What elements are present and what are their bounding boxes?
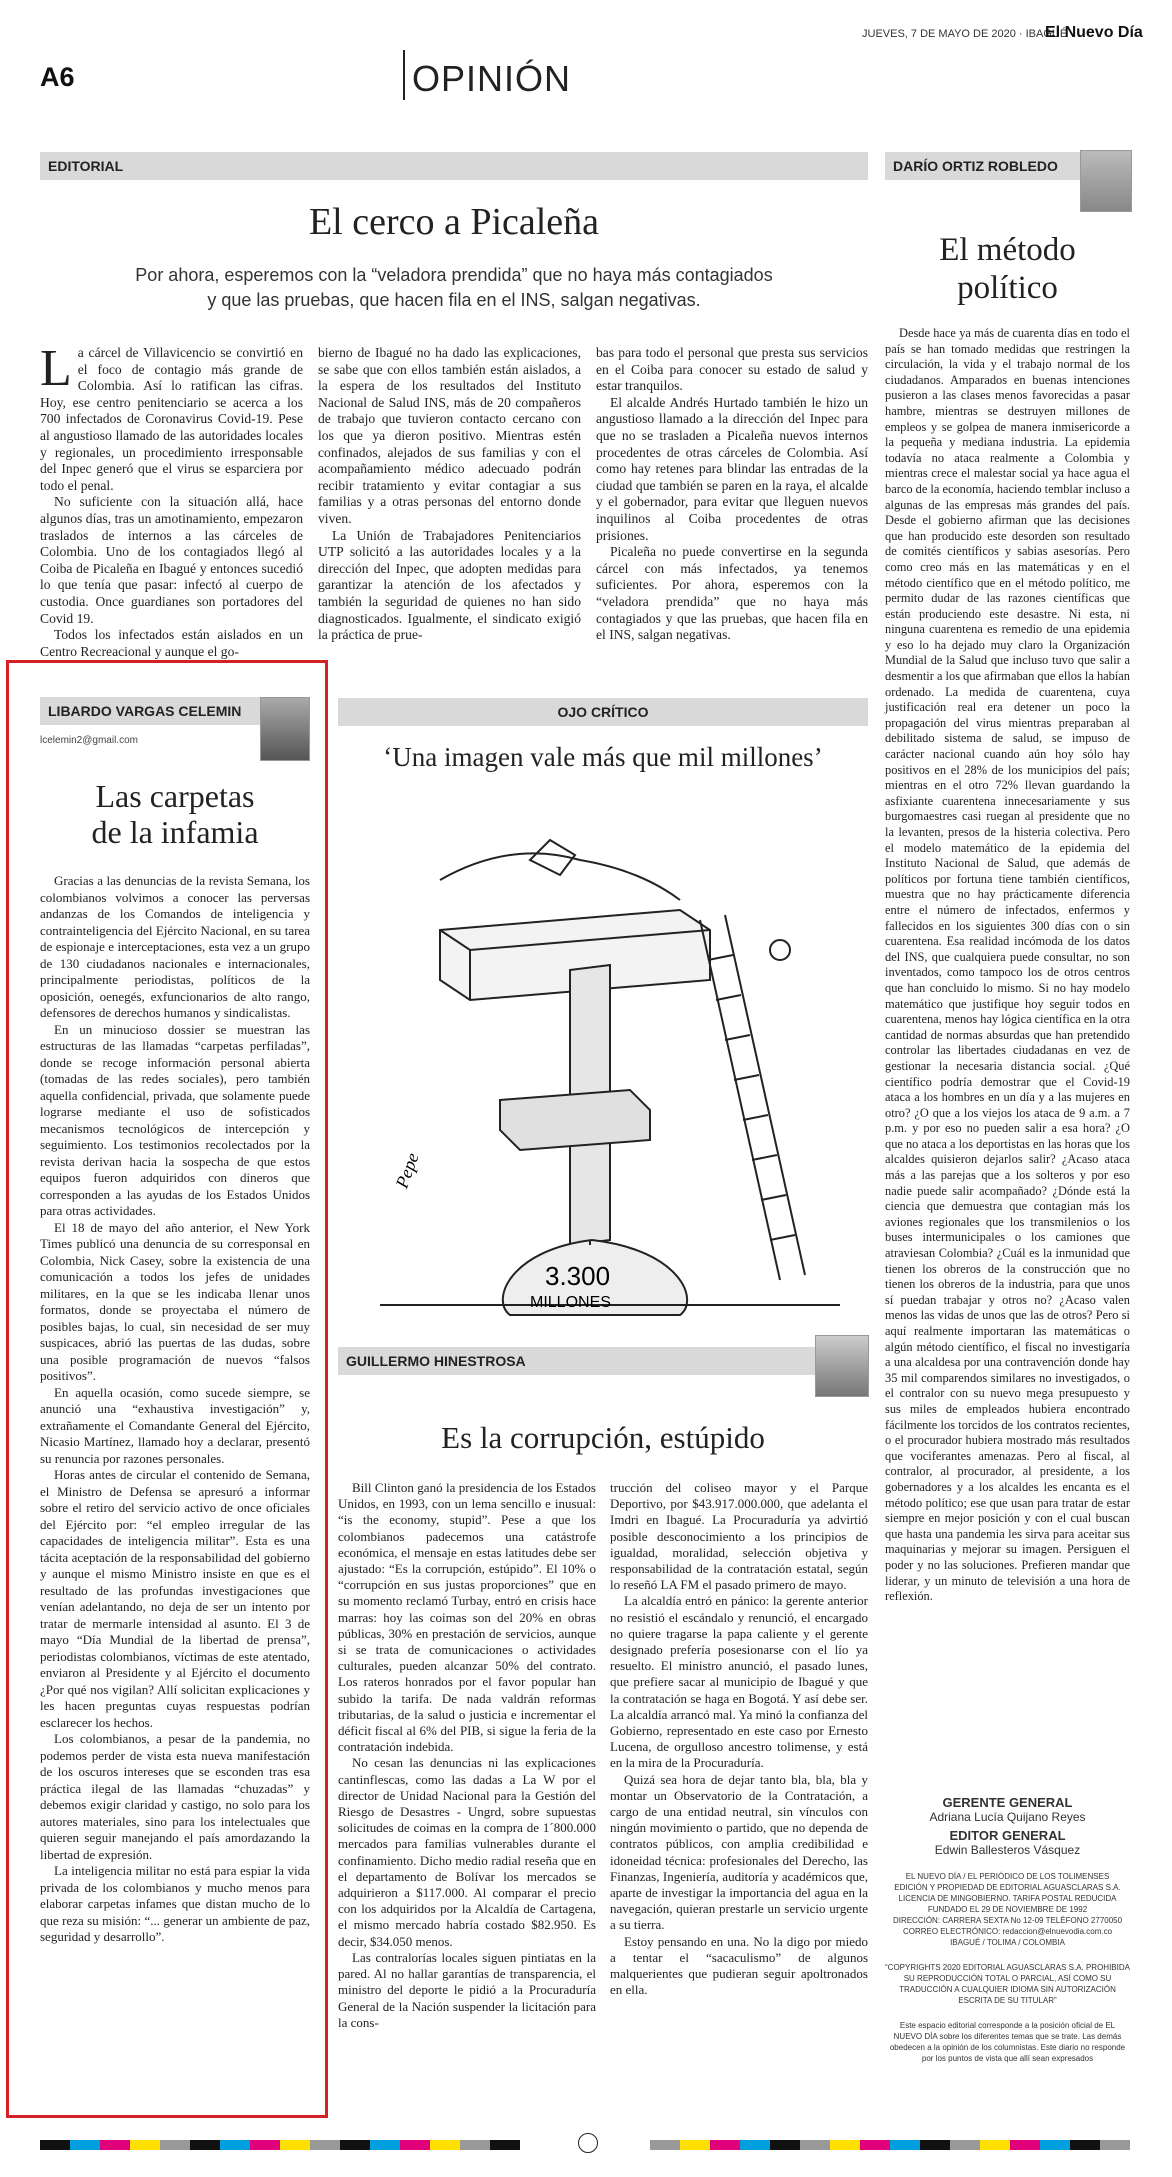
hinestrosa-author: GUILLERMO HINESTROSA	[346, 1353, 526, 1369]
editor-name: Edwin Ballesteros Vásquez	[934, 1843, 1081, 1857]
ortiz-title-2: político	[957, 270, 1058, 306]
editorial-column-3	[596, 345, 868, 644]
editorial-subtitle-1: Por ahora, esperemos con la “veladora prendida” que no haya más contagiados	[135, 265, 773, 285]
paragraph: bierno de Ibagué no ha dado las explicaciones, se sabe que con ellos también están aislados, a la espera de los resultados del Instituto Nacional de Salud INS, más de 20 compañeros de trabajo que tuvieron contacto cercano con los que ya dieron positivo. Mientras estén confinados, alejados de sus familias y con el acompañamiento médico adecuado podrán recibir tratamiento y evitar contagiar a sus familias y a otras personas del entorno donde viven.	[318, 345, 581, 526]
staff-info-line: DIRECCIÓN: CARRERA SEXTA No 12-09 TELÉFONO 2770050	[892, 1916, 1123, 1925]
hinestrosa-avatar	[815, 1335, 869, 1397]
paragraph: Las contralorías locales siguen pintiatas en la pared. Al no hallar garantías de transparencia, el ministro del deporte le pidió a la Procuraduría General de la Nación suspender la licitación para la cons-	[338, 1949, 596, 2030]
ortiz-avatar	[1080, 150, 1132, 212]
paragraph: En aquella ocasión, como sucede siempre, se anunció una “exhaustiva investigación” y, extrañamente el Comandante General del Ejército, Nicasio Martínez, llamado hoy a declarar, presentó su renuncia por razones personales.	[40, 1384, 310, 1466]
registration-mark	[578, 2133, 598, 2153]
disclaimer: Este espacio editorial corresponde a la posición oficial de EL NUEVO DÍA sobre los diferentes temas que se trate. Las demás obedecen a la opinión de los columnistas. Este diario no responde por los puntos de vista que allí sean expresados	[889, 2021, 1126, 2063]
bag-label: MILLONES	[530, 1294, 611, 1311]
paragraph: El alcalde Andrés Hurtado también le hizo un angustioso llamado a la dirección del Inpec para que no se trasladen a Picaleña nuevos internos procedentes de otras cárceles de Colombia. Así como hay retenes para blindar las entradas de la ciudad que también se paren en la raya, el alcalde y el gobernador, para evitar que lleguen nuevos inquilinos al Coiba procedentes de otras prisiones.	[596, 394, 868, 543]
vargas-author: LIBARDO VARGAS CELEMIN	[48, 703, 242, 719]
editor-label: EDITOR GENERAL	[949, 1828, 1066, 1843]
section-title: OPINIÓN	[412, 58, 572, 99]
ojo-band	[338, 698, 868, 726]
print-color-bar-right	[650, 2140, 1130, 2150]
ortiz-body	[885, 326, 1130, 1605]
print-color-bar-left	[40, 2140, 520, 2150]
hinestrosa-column-2	[610, 1480, 868, 1999]
brand-logo: El Nuevo Día	[1045, 24, 1143, 41]
staff-info-line: IBAGUÉ / TOLIMA / COLOMBIA	[950, 1938, 1065, 1947]
staff-info-line: LICENCIA DE MINGOBIERNO. TARIFA POSTAL REDUCIDA	[898, 1894, 1117, 1903]
paragraph: Horas antes de circular el contenido de Semana, el Ministro de Defensa se apresuró a informar sobre el retiro del servicio activo de once oficiales del Ejército por: “el empleo irregular de las capacidades de inteligencia militar”. Esta es una tácita aceptación de la responsabilidad del gobierno y aunque el mismo Ministro insiste en que es el resultado de las profundas investigaciones que venían adelantando, no deja de ser un intento por tratar de mermarle intensidad al asunto. El 3 de mayo “Día Mundial de la libertad de prensa”, periodistas colombianos, víctimas de este atentado, enviaron al Presidente y al Ejército el documento ¿Por qué nos vigilan? Allí solicitan explicaciones y les hacen preguntas cuyas respuestas podrían esclarecer los hechos.	[40, 1467, 310, 1730]
paragraph: El 18 de mayo del año anterior, el New York Times publicó una denuncia de su corresponsal en Colombia, Nick Casey, sobre la existencia de una comunicación a todos los jefes de unidades militares, en la que se les indicaba llenar unos formatos, donde se proyectaba el número de posibles bajas, lo cual, sin necesidad de ser muy suspicaces, abrió las puertas de las dudas, sobre una posible programación de nuevos “falsos positivos”.	[40, 1219, 310, 1383]
cartoon	[380, 800, 840, 1330]
editorial-column-2	[318, 345, 581, 644]
editorial-title: El cerco a Picaleña	[308, 201, 600, 243]
vargas-title-2: de la infamia	[91, 814, 259, 850]
section-divider	[403, 50, 405, 100]
paragraph: Estoy pensando en una. No la digo por miedo a tentar el “sacaculismo” de algunos malquerientes que pudieran seguir apoltronados en ella.	[610, 1933, 868, 1998]
paragraph: Gracias a las denuncias de la revista Semana, los colombianos volvimos a conocer las perversas andanzas de los Comandos de inteligencia y contrainteligencia del Ejército Nacional, en su tarea de espionaje e interceptaciones, esta vez a un grupo de 130 ciudadanos nacionales e internacionales, principalmente periodistas, políticos de la oposición, oenegés, exfuncionarios de alto rango, defensores de derechos humanos y sindicalistas.	[40, 873, 310, 1020]
paragraph: En un minucioso dossier se muestran las estructuras de las llamadas “carpetas perfiladas”, donde se recoge información personal abierta (tomadas de las redes sociales), pero también aquella confidencial, privada, que solamente puede lograrse mediante el uso de sofisticados mecanismos tecnológicos de intercepción y seguimiento. Los testimonios recolectados por la revista derivan hacia la sospecha de que estos equipos fueron adquiridos con dineros que corresponden a las ayudas de los Estados Unidos para otras actividades.	[40, 1021, 310, 1218]
editorial-label: EDITORIAL	[48, 158, 124, 174]
staff-info-line: CORREO ELECTRÓNICO: redaccion@elnuevodia.com.co	[902, 1927, 1113, 1936]
staff-info-line: EDICIÓN Y PROPIEDAD DE EDITORIAL AGUASCLARAS S.A.	[894, 1883, 1121, 1892]
vargas-body	[40, 873, 310, 1946]
editorial-band	[40, 152, 868, 180]
paragraph: bas para todo el personal que presta sus servicios en el Coiba para conocer su estado de salud y estar tranquilos.	[596, 345, 868, 394]
staff-info-line: FUNDADO EL 29 DE NOVIEMBRE DE 1992	[927, 1905, 1088, 1914]
vargas-email: lcelemin2@gmail.com	[40, 735, 138, 746]
copyright: “COPYRIGHTS 2020 EDITORIAL AGUASCLARAS S.A. PROHIBIDA SU REPRODUCCIÓN TOTAL O PARCIAL, ASÍ COMO SU TRADUCCIÓN A CUALQUIER IDIOMA SIN AUTORIZACIÓN ESCRITA DE SU TITULAR”	[885, 1963, 1130, 2005]
gerente-label: GERENTE GENERAL	[942, 1795, 1073, 1810]
cartoon-signature: Pepe	[391, 1150, 423, 1191]
drop-cap: L	[40, 340, 72, 397]
editorial-column-1	[40, 340, 303, 660]
ojo-title: ‘Una imagen vale más que mil millones’	[383, 742, 823, 772]
paragraph: La inteligencia militar no está para espiar la vida privada de los colombianos y mucho menos para elaborar carpetas infames que distan mucho de lo que reza su misión: “... generar un ambiente de paz, seguridad y desarrollo”.	[40, 1863, 310, 1944]
paragraph: Los colombianos, a pesar de la pandemia, no podemos perder de vista esta nueva manifestación de los oscuros intereses que se esconden tras esa práctica ilegal de las llamadas “chuzadas” y debemos exigir claridad y castigo, no solo para los autores materiales, sino para los intelectuales que quieren seguir manejando el país amordazando la libertad de expresión.	[40, 1731, 310, 1862]
ortiz-author: DARÍO ORTIZ ROBLEDO	[893, 158, 1058, 174]
hinestrosa-column-1	[338, 1480, 596, 2031]
paragraph: Picaleña no puede convertirse en la segunda cárcel con más infectados, ya tenemos suficientes. Por ahora, esperemos con la “veladora prendida” que no haya más contagiados y que las pruebas, que hacen fila en el INS, salgan negativas.	[596, 544, 868, 643]
paragraph: Bill Clinton ganó la presidencia de los Estados Unidos, en 1993, con un lema sencillo e inusual: “is the economy, stupid”. Pese a que los colombianos padecemos una catástrofe económica, el mensaje en estas latitudes debe ser ajustado: “Es la corrupción, estúpido”. El 10% o “corrupción en sus justas proporciones” que en su momento reclamó Turbay, entró en crisis hace marras: hoy las coimas son del 20% en obras públicas, 30% en prestación de servicios, aunque si se trata de comunicaciones o actividades culturales, pueden alcanzar 50% del contrato. Los rateros honrados por el favor popular han subido la tarifa. De nada valdrán reformas tributarias, de la salud o justicia e incrementar el déficit fiscal al 6% del PIB, si sigue la feria de la contratación indebida.	[338, 1480, 596, 1755]
editorial-subtitle-2: y que las pruebas, que hacen fila en el INS, salgan negativas.	[207, 290, 701, 310]
header-date: JUEVES, 7 DE MAYO DE 2020 · IBAGUÉ	[862, 28, 1068, 40]
paragraph: a cárcel de Villavicencio se convirtió en el foco de contagio más grande de Colombia. Así lo ratifican las cifras. Hoy, ese centro penitenciario se acerca a los 700 infectados de Coronavirus Covid-19. Pese al angustioso llamado de las autoridades locales y regionales, un procedimiento irresponsable del Inpec generó que el virus se esparciera por todo el penal.	[40, 345, 303, 493]
ortiz-title-1: El método	[939, 232, 1076, 268]
gerente-name: Adriana Lucía Quijano Reyes	[929, 1810, 1086, 1824]
vargas-title-1: Las carpetas	[95, 778, 255, 814]
vargas-avatar	[260, 697, 310, 761]
paragraph: La Unión de Trabajadores Penitenciarios UTP solicitó a las autoridades locales y a la dirección del Inpec, que adopten medidas para garantizar la atención de los afectados y también la seguridad de quienes no han sido diagnosticados. Igualmente, el sindicato exigió la práctica de prue-	[318, 527, 581, 643]
page-number: A6	[40, 62, 75, 92]
paragraph: No cesan las denuncias ni las explicaciones cantinflescas, como las dadas a La W por el director de Unidad Nacional para la Gestión del Riesgo de Desastres - Ungrd, sobre supuestas solicitudes de coimas en la compra de 1´800.000 mercados para familias vulnerables durante el confinamiento. Dicho medio radial reseña que en el departamento de Bolívar los mercados se adquirieron a $117.000. Al comparar el precio con los adquiridos por la Alcaldía de Cartagena, el mismo mercado habría costado $82.950. Es decir, $34.050 menos.	[338, 1755, 596, 1949]
paragraph: Todos los infectados están aislados en un Centro Recreacional y aunque el go-	[40, 627, 303, 659]
hinestrosa-title: Es la corrupción, estúpido	[441, 1420, 765, 1455]
paragraph: Desde hace ya más de cuarenta días en todo el país se han tomado medidas que restringen la circulación, la vida y el trabajo normal de los ciudadanos. Amparados en buenas intenciones pusieron a las clases menos favorecidas a pasar hambre, mientras se destruyen millones de empleos y se golpea de manera inmisericorde a la pequeña y mediana industria. La epidemia todavía no ataca realmente a Colombia y mientras crece el malestar social ya hace agua el barco de la economía, haciendo temblar incluso a algunas de las empresas más grandes del país. Desde el gobierno afirman que las decisiones que han producido este desorden son resultado de comités científicos y sabias asesorías. Pero como creo más en las matemáticas y en el método científico que en el método político, me permito dudar de las razones científicas que están produciendo este desastre. Ni esta, ni ninguna cuarentena es remedio de una epidemia y eso lo ha dejado muy claro la Organización Mundial de la Salud que incluso tuvo que salir a desmentir a los que afirmaban que ellos la habían ordenado. La medida de cuarentena, cuya justificación real era detener un poco la propagación del virus mientras preparaban al debilitado sistema de salud, se impuso de carácter nacional cuando aún hoy sólo hay positivos en el 28% de los municipios del país; mientras en el otro 72% llevan guardando la asfixiante cuarentena innecesariamente y sus burgomaestres casi ruegan al presidente que no la levanten, presos de la histeria colectiva. Pero el modelo matemático de la epidemia del Instituto Nacional de Salud, que además de políticos por fortuna tiene también científicos, muestra que no hay prácticamente diferencia entre el número de infectados, enfermos y fallecidos en los siguientes 300 días con o sin cuarentena. Esa realidad incómoda de los datos del INS, que cualquiera puede consultar, no son inventados, como tampoco los de otros centros que han concluido lo mismo. Si no hay modelo matemático que justifique hoy seguir todos en cuarentena, menos hay lógica científica en la otra cantidad de normas absurdas que han pretendido controlar las libertades ciudadanas en vez de gestionar la necesaria distancia social. ¿Qué científico podría demostrar que el Covid-19 ataca a los hombres en un día y a las mujeres en otro? ¿O que a los viejos los ataca de 9 a.m. a 7 p.m. y por eso no pueden salir a esa hora? ¿O que no ataca a los deportistas en las horas que los alcaldes quisieron dejarlos salir? ¿Acaso ataca más a las parejas que a los solteros y por eso nadie puede salir acompañado? ¿Dónde está la ciencia que demuestra que contagian más los aviones regionales que los transmilenios o los buses intermunicipales o los camiones que atraviesan Colombia? ¿Cuál es la inmunidad que tienen los obreros de la construcción que no tienen los obreros de la industria, para que unos sí puedan trabajar y otros no? ¿Acaso valen menos las vidas de unos que las de otros? Pero si aquí realmente importaran las matemáticas o algún método científico, el fiscal no investigaría a una alcaldesa por una contravención donde hay 35 mil comparendos similares no investigados, o el contralor con su nuevo mega presupuesto y sus miles de empleados hubiera encontrado fácilmente los torcidos de los contratos recientes, o el procurador hubiera mostrado más resultados que vociferantes amenazas. Pero al fiscal, al contralor, al procurador, al presidente, a los gobernadores y a los alcaldes les encanta es el método político; ese que usan para tratar de estar siempre en mejor posición y con el cual buscan que hasta una pandemia les sirva para aceitar sus maquinarias y mejorar su imagen. Persiguen el poder y no las soluciones. Prefieren mandar que liderar, y un minuto de televisión a una hora de reflexión.	[885, 326, 1130, 1604]
staff-box	[885, 1795, 1130, 2064]
paragraph: trucción del coliseo mayor y el Parque Deportivo, por $43.917.000.000, que adelanta el Imdri en Ibagué. La Procuraduría ya advirtió posible desconocimiento a los principios de igualdad, moralidad, selección objetiva y responsabilidad de la contratación estatal, según lo reseñó LA FM el pasado primero de mayo.	[610, 1480, 868, 1593]
paragraph: La alcaldía entró en pánico: la gerente anterior no resistió el escándalo y renunció, el encargado no quiere tragarse la papa caliente y el gerente designado prefería posesionarse con el lío ya resuelto. El ministro anunció, el pasado lunes, que prefiere sacar al municipio de Ibagué y que la contratación se haga en Bogotá. Y así debe ser. La alcaldía arrancó mal. Ya minó la confianza del Gobierno, representado en este caso por Ernesto Lucena, de orgulloso ancestro tolimense, y está en la mira de la Procuraduría.	[610, 1593, 868, 1771]
hinestrosa-band	[338, 1347, 868, 1375]
staff-info-line: EL NUEVO DÍA / EL PERIÓDICO DE LOS TOLIMENSES	[905, 1872, 1110, 1881]
ojo-label: OJO CRÍTICO	[557, 704, 649, 720]
bag-amount: 3.300	[545, 1261, 611, 1291]
paragraph: No suficiente con la situación allá, hace algunos días, tras un amotinamiento, empezaron traslados de internos a las cárceles de Colombia. Uno de los contagiados llegó al Coiba de Picaleña en Ibagué y entonces sucedió lo que tenía que pasar: infectó al cuerpo de custodia. Once guardianes son portadores del Covid 19.	[40, 494, 303, 626]
paragraph: Quizá sea hora de dejar tanto bla, bla, bla y montar un Observatorio de la Contratación, a cargo de una entidad neutral, sin vínculos con ningún movimiento o partido, que no dependa de contratos públicos, con amplia credibilidad e idoneidad técnica: profesionales del Derecho, las Finanzas, Ingeniería, auditoría y académicos que, aparte de investigar la importancia del agua en la navegación, quieran prestarle un servicio urgente a su tierra.	[610, 1771, 868, 1933]
